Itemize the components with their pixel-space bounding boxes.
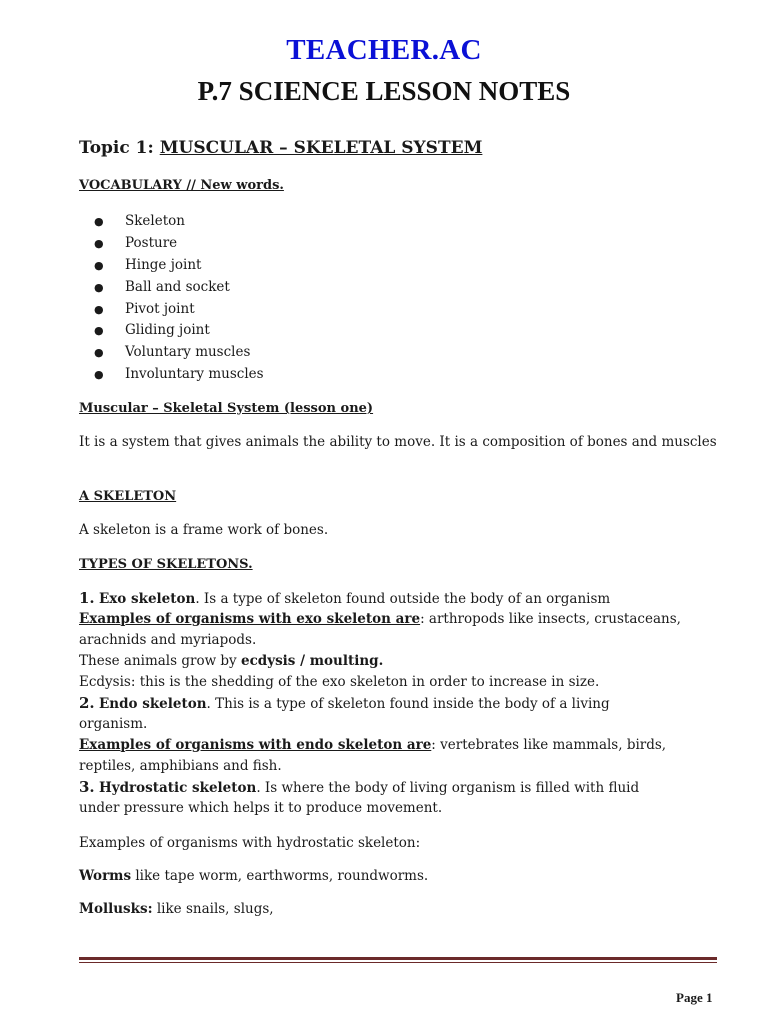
endo-skeleton-definition: . This is a type of skeleton found inside the body of a living bbox=[206, 696, 610, 712]
item-number: 3. bbox=[79, 778, 95, 796]
endo-skeleton-term: Endo skeleton bbox=[98, 696, 207, 712]
ecdysis-term: ecdysis / moulting. bbox=[240, 653, 384, 669]
vocab-word: Skeleton bbox=[125, 213, 185, 229]
page-number: Page 1 bbox=[676, 990, 713, 1005]
document-title: P.7 SCIENCE LESSON NOTES bbox=[197, 76, 571, 106]
vocab-word: Pivot joint bbox=[125, 300, 195, 317]
bullet-icon: ● bbox=[94, 236, 104, 250]
lesson-one-text: It is a system that gives animals the ability to move. It is a composition of bones and muscles bbox=[79, 434, 717, 450]
worms-line bbox=[79, 866, 719, 887]
worms-text: like tape worm, earthworms, roundworms. bbox=[131, 868, 429, 884]
bullet-icon: ● bbox=[94, 368, 104, 382]
bullet-icon: ● bbox=[94, 324, 104, 338]
mollusks-line bbox=[79, 899, 719, 920]
list-item bbox=[94, 299, 264, 321]
footer-divider-thin bbox=[79, 962, 717, 963]
hydrostatic-skeleton-term: Hydrostatic skeleton bbox=[98, 780, 257, 796]
exo-examples-text: : arthropods like insects, crustaceans, bbox=[420, 611, 681, 627]
topic-name: MUSCULAR – SKELETAL SYSTEM bbox=[159, 138, 483, 158]
list-item bbox=[94, 320, 264, 342]
growth-text: These animals grow by bbox=[79, 653, 241, 669]
list-item bbox=[94, 233, 264, 255]
lesson-one-heading: Muscular – Skeletal System (lesson one) bbox=[79, 401, 374, 416]
vocab-word: Posture bbox=[125, 234, 178, 251]
mollusks-text: like snails, slugs, bbox=[152, 901, 274, 917]
types-heading: TYPES OF SKELETONS. bbox=[79, 557, 253, 572]
worms-label: Worms bbox=[79, 868, 132, 884]
list-item bbox=[94, 364, 264, 386]
skeleton-text: A skeleton is a frame work of bones. bbox=[79, 522, 329, 538]
item-number: 2. bbox=[79, 694, 95, 712]
ecdysis-definition: Ecdysis: this is the shedding of the exo skeleton in order to increase in size. bbox=[79, 674, 600, 690]
list-item bbox=[94, 342, 264, 364]
list-item bbox=[94, 277, 264, 299]
endo-examples-text: : vertebrates like mammals, birds, bbox=[431, 737, 667, 753]
bullet-icon: ● bbox=[94, 302, 104, 316]
item-number: 1. bbox=[79, 589, 95, 607]
hydrostatic-skeleton-line bbox=[79, 777, 729, 798]
exo-examples-continued: arachnids and myriapods. bbox=[79, 632, 257, 648]
exo-examples-label: Examples of organisms with exo skeleton are bbox=[79, 611, 421, 627]
hydrostatic-definition-continued: under pressure which helps it to produce movement. bbox=[79, 800, 443, 816]
vocab-word: Ball and socket bbox=[125, 278, 230, 295]
vocab-word: Involuntary muscles bbox=[125, 366, 264, 383]
vocab-word: Hinge joint bbox=[125, 256, 202, 273]
exo-examples-line bbox=[79, 609, 729, 630]
endo-definition-continued: organism. bbox=[79, 716, 148, 732]
endo-examples-label: Examples of organisms with endo skeleton are bbox=[79, 737, 432, 753]
hydrostatic-examples-intro: Examples of organisms with hydrostatic skeleton: bbox=[79, 835, 421, 851]
endo-examples-line bbox=[79, 735, 729, 756]
footer-divider bbox=[79, 957, 717, 960]
bullet-icon: ● bbox=[94, 215, 104, 228]
mollusks-label: Mollusks: bbox=[79, 901, 153, 917]
bullet-icon: ● bbox=[94, 258, 104, 272]
vocabulary-list bbox=[94, 211, 264, 386]
endo-examples-continued: reptiles, amphibians and fish. bbox=[79, 758, 282, 774]
hydrostatic-skeleton-definition: . Is where the body of living organism is filled with fluid bbox=[256, 780, 640, 796]
skeleton-types-section bbox=[79, 588, 729, 819]
vocab-word: Gliding joint bbox=[125, 322, 210, 339]
growth-line bbox=[79, 651, 729, 672]
bullet-icon: ● bbox=[94, 346, 104, 360]
bullet-icon: ● bbox=[94, 280, 104, 294]
brand-title: TEACHER.AC bbox=[286, 34, 482, 66]
topic-heading bbox=[79, 138, 482, 158]
skeleton-heading: A SKELETON bbox=[79, 489, 177, 504]
topic-prefix: Topic 1: bbox=[79, 138, 160, 158]
list-item bbox=[94, 211, 264, 233]
exo-skeleton-definition: . Is a type of skeleton found outside the body of an organism bbox=[195, 591, 611, 607]
exo-skeleton-term: Exo skeleton bbox=[98, 591, 196, 607]
endo-skeleton-line bbox=[79, 693, 729, 714]
exo-skeleton-line bbox=[79, 588, 729, 609]
vocab-word: Voluntary muscles bbox=[125, 344, 251, 361]
list-item bbox=[94, 255, 264, 277]
vocabulary-heading: VOCABULARY // New words. bbox=[79, 178, 284, 193]
